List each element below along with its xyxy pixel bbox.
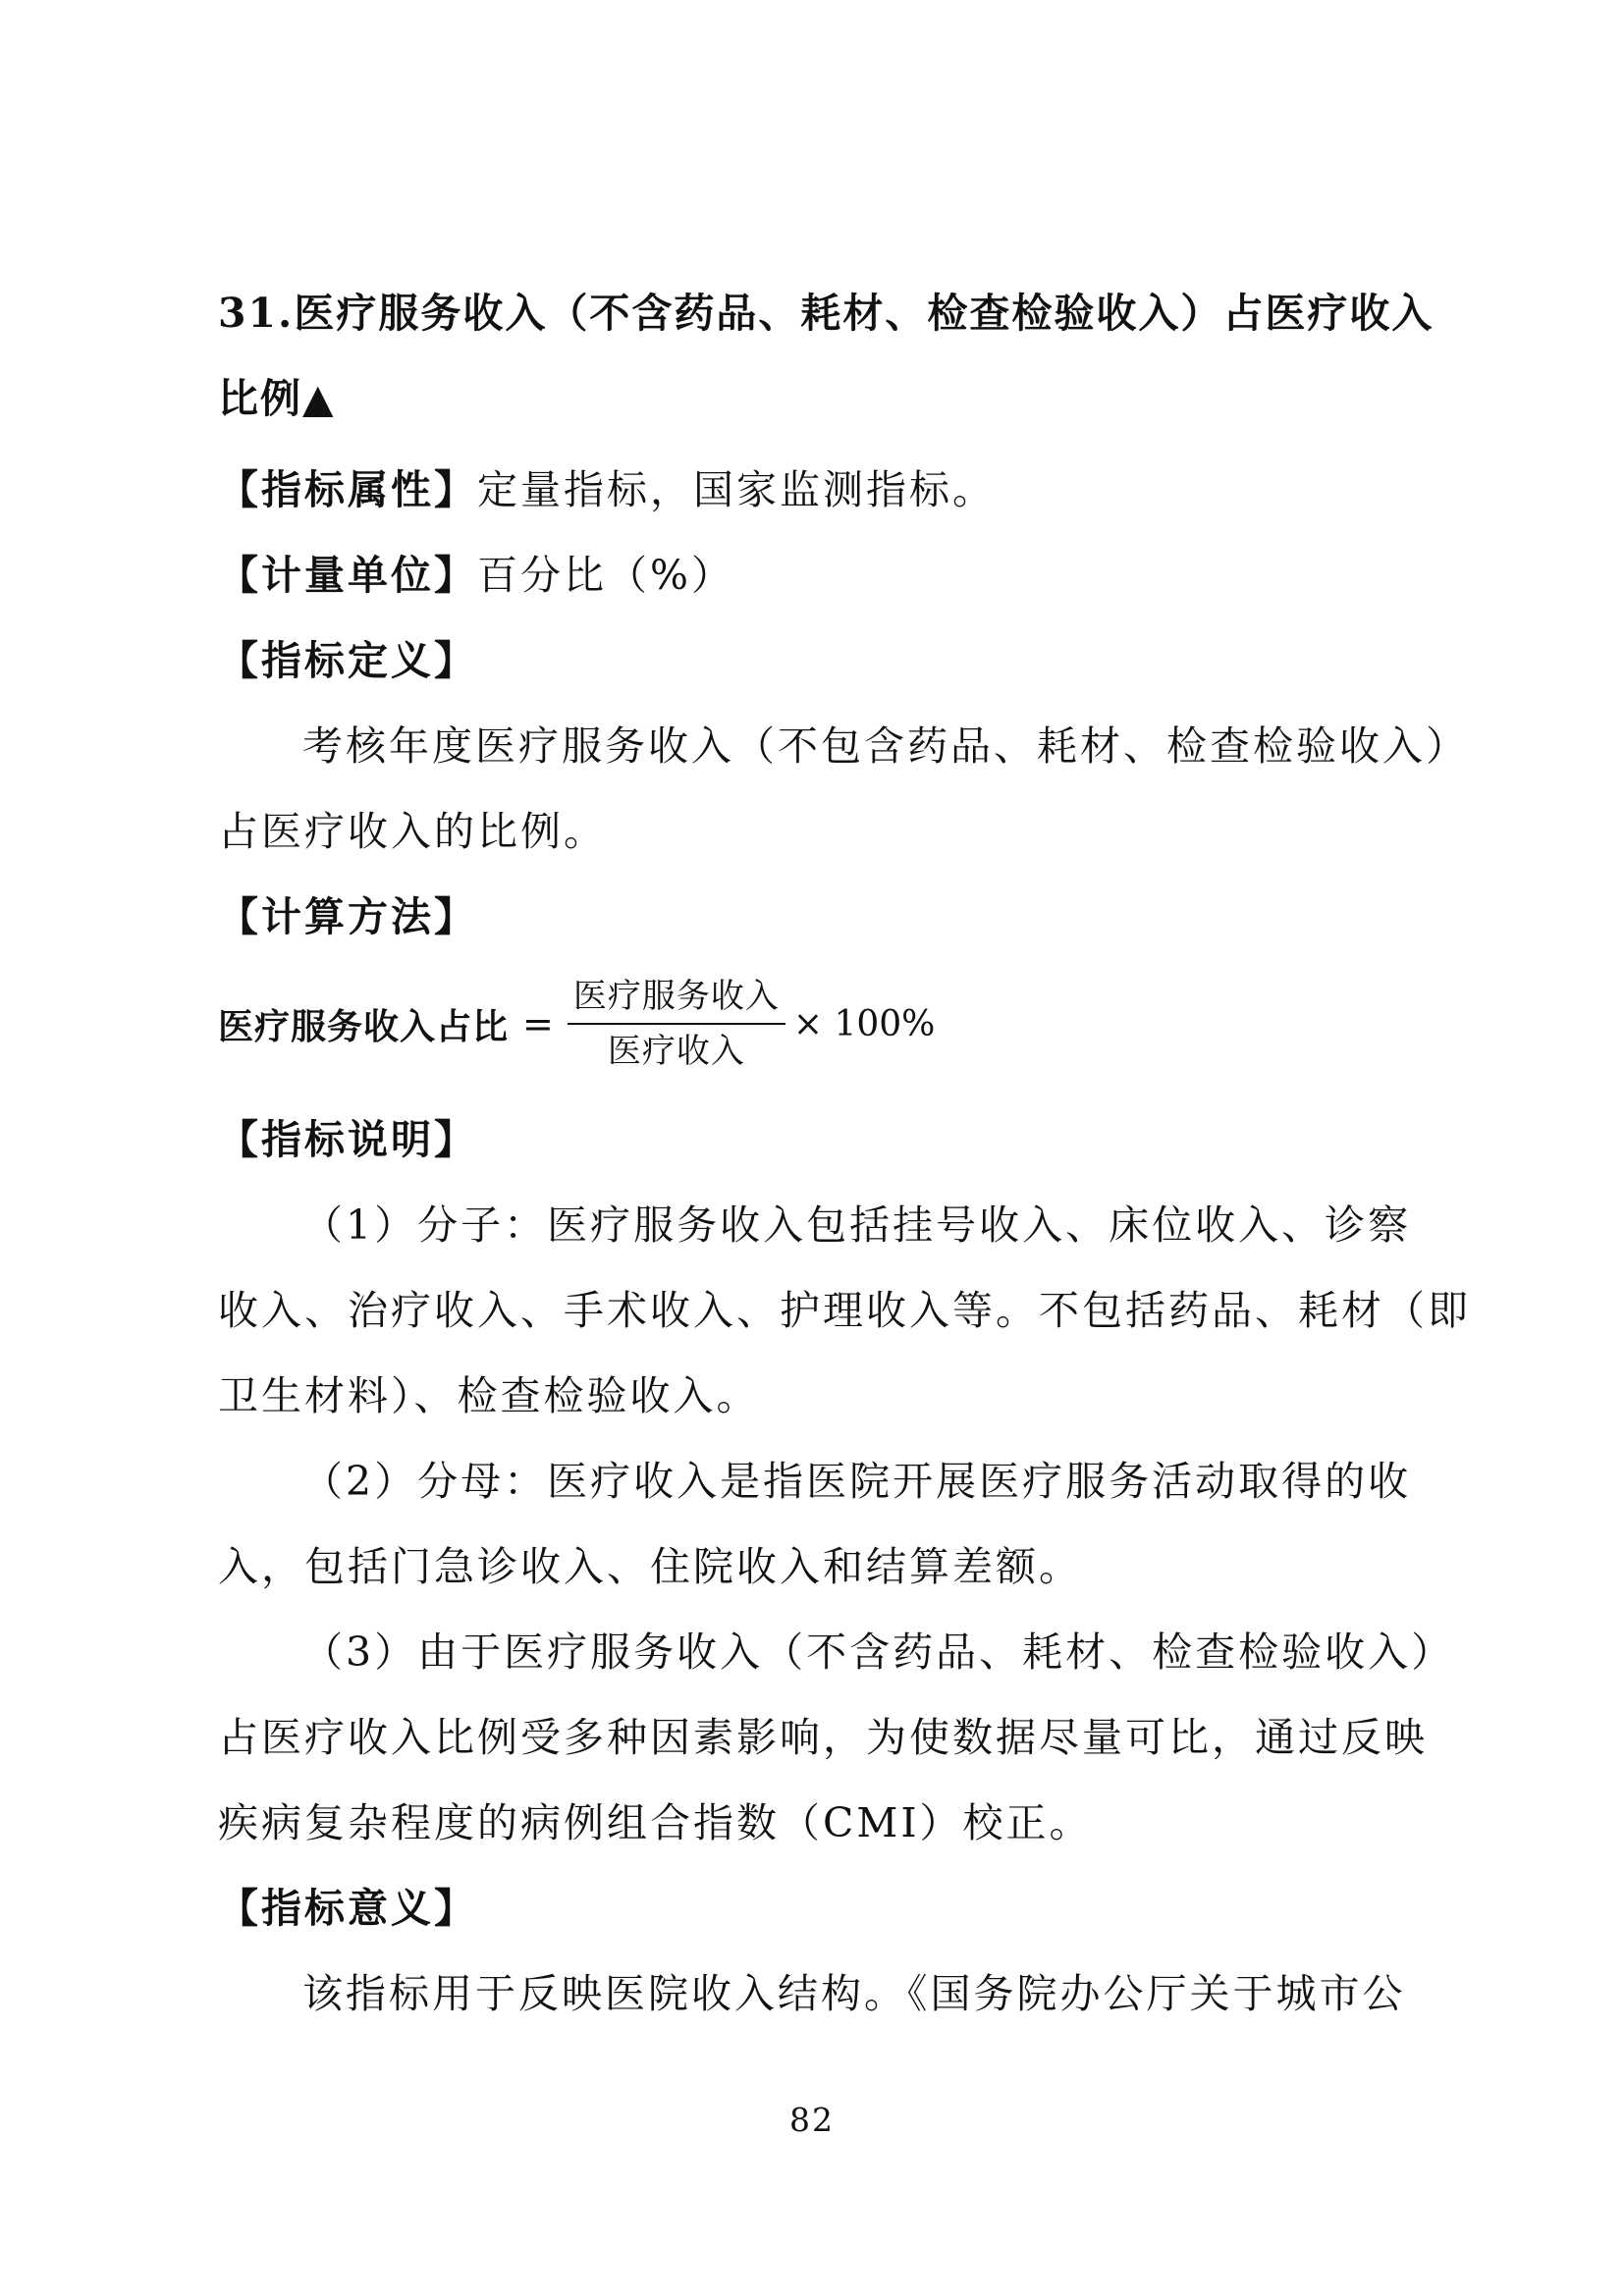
formula-numerator: 医疗服务收入 <box>572 977 780 1016</box>
formula-denominator: 医疗收入 <box>607 1032 745 1071</box>
explanation-p2-line-1: （2）分母：医疗收入是指医院开展医疗服务活动取得的收 <box>302 1458 1412 1505</box>
definition-label: 【指标定义】 <box>218 637 477 684</box>
unit-value: 百分比（%） <box>477 552 734 599</box>
significance-section <box>218 1866 1435 2037</box>
fraction-bar <box>568 1023 785 1025</box>
explanation-p1-line-1: （1）分子：医疗服务收入包括挂号收入、床位收入、诊察 <box>302 1201 1412 1249</box>
method-section <box>218 875 1435 960</box>
explanation-p1-line-2: 收入、治疗收入、手术收入、护理收入等。不包括药品、耗材（即 <box>218 1287 1471 1334</box>
explanation-p1-line-3: 卫生材料）、检查检验收入。 <box>218 1372 760 1419</box>
section-heading-line-2: 比例▲ <box>218 375 336 422</box>
page-number: 82 <box>789 2101 835 2139</box>
significance-label: 【指标意义】 <box>218 1885 477 1932</box>
formula-multiplier: × 100% <box>792 1003 936 1044</box>
unit-row <box>218 533 1435 618</box>
definition-line-2: 占医疗收入的比例。 <box>218 808 607 855</box>
explanation-label: 【指标说明】 <box>218 1116 477 1163</box>
section-heading-line-1: 31.医疗服务收入（不含药品、耗材、检查检验收入）占医疗收入 <box>218 290 1435 337</box>
explanation-p3-line-2: 占医疗收入比例受多种因素影响，为使数据尽量可比，通过反映 <box>218 1714 1428 1761</box>
unit-label: 【计量单位】 <box>218 552 477 599</box>
formula-lhs: 医疗服务收入占比 <box>218 1005 510 1047</box>
formula-equals: = <box>522 1002 554 1045</box>
formula <box>218 970 935 1078</box>
attributes-value: 定量指标，国家监测指标。 <box>477 466 996 513</box>
explanation-p2-line-2: 入，包括门急诊收入、住院收入和结算差额。 <box>218 1543 1082 1590</box>
explanation-p3-line-1: （3）由于医疗服务收入（不含药品、耗材、检查检验收入） <box>302 1629 1455 1676</box>
definition-section <box>218 618 1469 875</box>
formula-fraction <box>568 973 785 1075</box>
attributes-row <box>218 448 1435 533</box>
section-heading <box>218 271 1435 442</box>
method-label: 【计算方法】 <box>218 893 477 940</box>
explanation-section <box>218 1097 1471 1866</box>
definition-line-1: 考核年度医疗服务收入（不包含药品、耗材、检查检验收入） <box>302 722 1469 770</box>
significance-line-1: 该指标用于反映医院收入结构。《国务院办公厅关于城市公 <box>302 1970 1406 2017</box>
explanation-p3-line-3: 疾病复杂程度的病例组合指数（CMI）校正。 <box>218 1799 1093 1846</box>
attributes-label: 【指标属性】 <box>218 466 477 513</box>
